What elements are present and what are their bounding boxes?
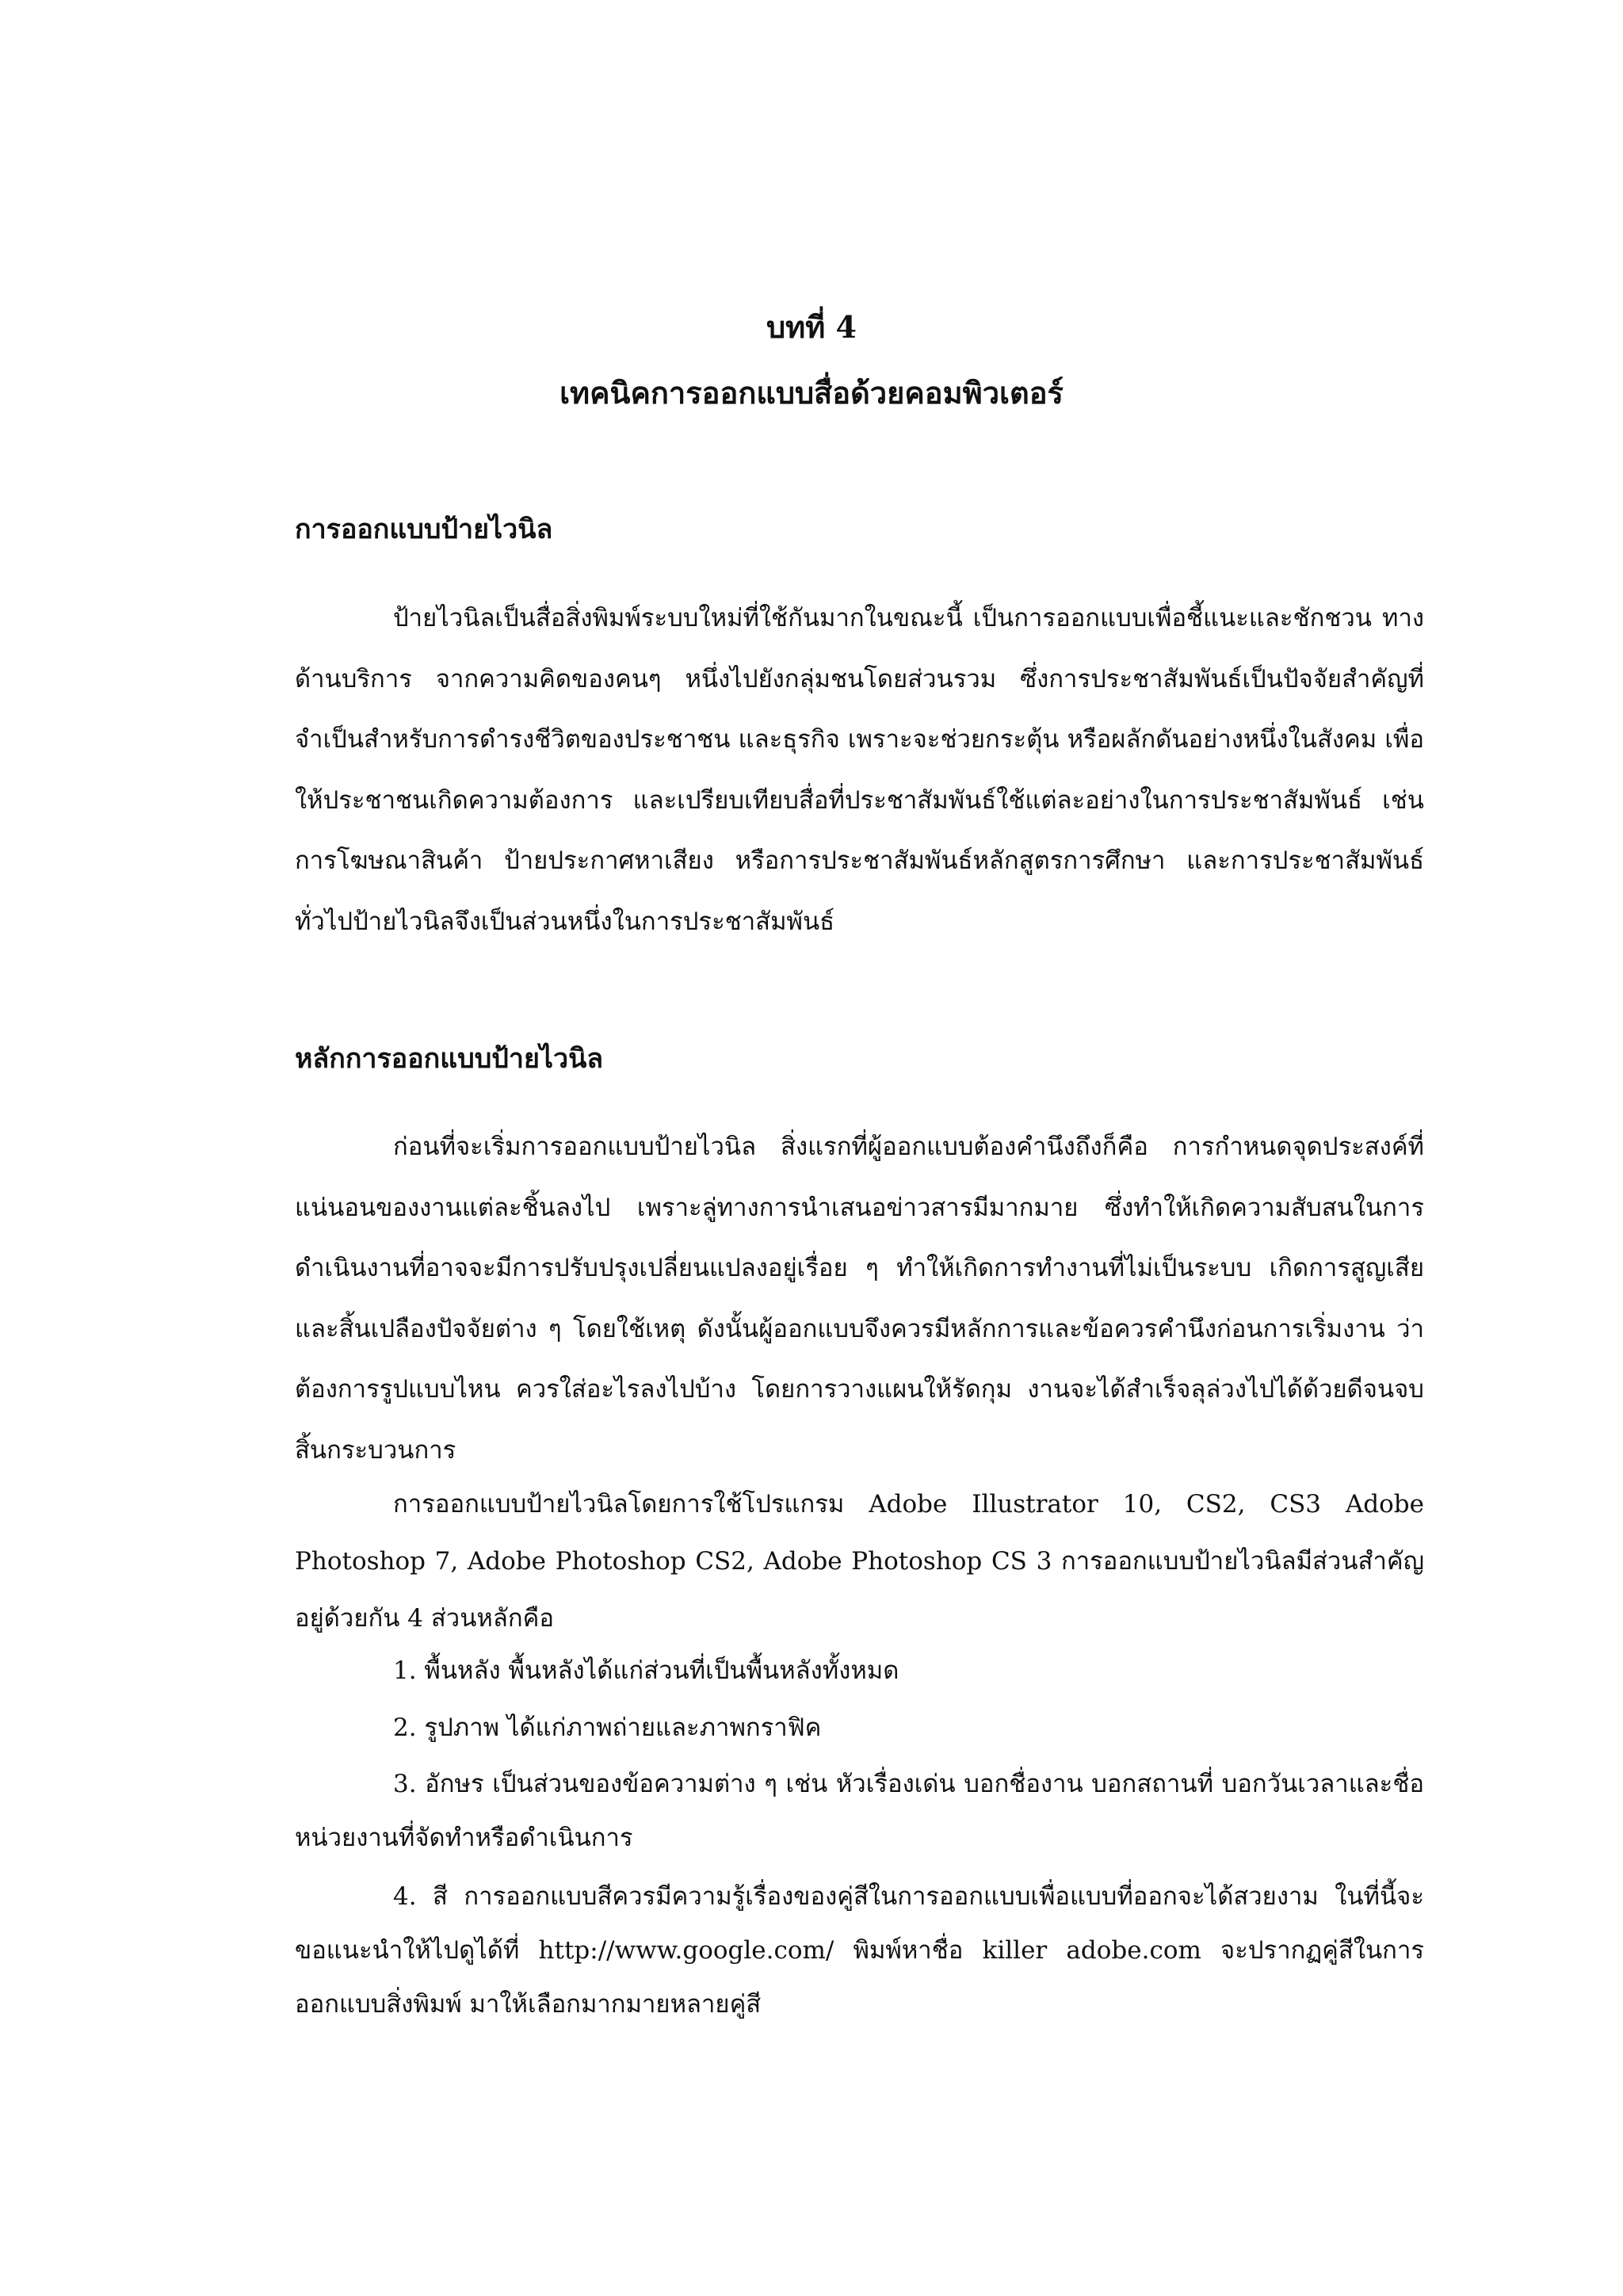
list-item-text: 3. อักษร เป็นส่วนของข้อความต่าง ๆ เช่น หัวเรื่องเด่น บอกชื่องาน บอกสถานที่ บอกวันเวลาและชื่อหน่วยงานที่จัดทำหรือดำเนินการ <box>295 1770 1424 1852</box>
chapter-title: เทคนิคการออกแบบสื่อด้วยคอมพิวเตอร์ <box>559 375 1064 411</box>
chapter-number: บทที่ 4 <box>766 309 857 345</box>
paragraph-vinyl-intro: ป้ายไวนิลเป็นสื่อสิ่งพิมพ์ระบบใหม่ที่ใช้กันมากในขณะนี้ เป็นการออกแบบเพื่อชี้แนะและชักชวน ทางด้านบริการ จากความคิดของคนๆ หนึ่งไปยังกลุ่มชนโดยส่วนรวม ซึ่งการประชาสัมพันธ์เป็นปัจจัยสำคัญที่จำเป็นสำหรับการดำรงชีวิตของประชาชน และธุรกิจ เพราะจะช่วยกระตุ้น หรือผลักดันอย่างหนึ่งในสังคม เพื่อให้ประชาชนเกิดความต้องการ และเปรียบเทียบสื่อที่ประชาสัมพันธ์ใช้แต่ละอย่างในการประชาสัมพันธ์ เช่น การโฆษณาสินค้า ป้ายประกาศหาเสียง หรือการประชาสัมพันธ์หลักสูตรการศึกษา และการประชาสัมพันธ์ทั่วไปป้ายไวนิลจึงเป็นส่วนหนึ่งในการประชาสัมพันธ์ <box>295 604 1424 936</box>
list-item-background: 1. พื้นหลัง พื้นหลังได้แก่ส่วนที่เป็นพื้นหลังทั้งหมด <box>393 1656 899 1685</box>
list-item-color: 4. สี การออกแบบสีควรมีความรู้เรื่องของคู่สีในการออกแบบเพื่อแบบที่ออกจะได้สวยงาม ในที่นี้จะขอแนะนำให้ไปดูได้ที่ http://www.google.com/ พิมพ์หาชื่อ killer adobe.com จะปรากฏคู่สีในการออกแบบสิ่งพิมพ์ มาให้เลือกมากมายหลายคู่สี <box>295 1882 1424 2019</box>
list-item-image: 2. รูปภาพ ได้แก่ภาพถ่ายและภาพกราฟิค <box>393 1713 822 1742</box>
paragraph-principles: ก่อนที่จะเริ่มการออกแบบป้ายไวนิล สิ่งแรกที่ผู้ออกแบบต้องคำนึงถึงก็คือ การกำหนดจุดประสงค์ที่แน่นอนของงานแต่ละชิ้นลงไป เพราะลู่ทางการนำเสนอข่าวสารมีมากมาย ซึ่งทำให้เกิดความสับสนในการดำเนินงานที่อาจจะมีการปรับปรุงเปลี่ยนแปลงอยู่เรื่อย ๆ ทำให้เกิดการทำงานที่ไม่เป็นระบบ เกิดการสูญเสียและสิ้นเปลืองปัจจัยต่าง ๆ โดยใช้เหตุ ดังนั้นผู้ออกแบบจึงควรมีหลักการและข้อควรคำนึงก่อนการเริ่มงาน ว่าต้องการรูปแบบไหน ควรใส่อะไรลงไปบ้าง โดยการวางแผนให้รัดกุม งานจะได้สำเร็จลุล่วงไปได้ด้วยดีจนจบสิ้นกระบวนการ <box>295 1133 1424 1465</box>
section-heading-vinyl-principles: หลักการออกแบบป้ายไวนิล <box>295 1043 604 1075</box>
section-heading-vinyl-design: การออกแบบป้ายไวนิล <box>295 514 553 545</box>
paragraph-programs: การออกแบบป้ายไวนิลโดยการใช้โปรแกรม Adobe Illustrator 10, CS2, CS3 Adobe Photoshop 7, Adobe Photoshop CS2, Adobe Photoshop CS 3 การออกแบบป้ายไวนิลมีส่วนสำคัญอยู่ด้วยกัน 4 ส่วนหลักคือ <box>295 1490 1424 1633</box>
